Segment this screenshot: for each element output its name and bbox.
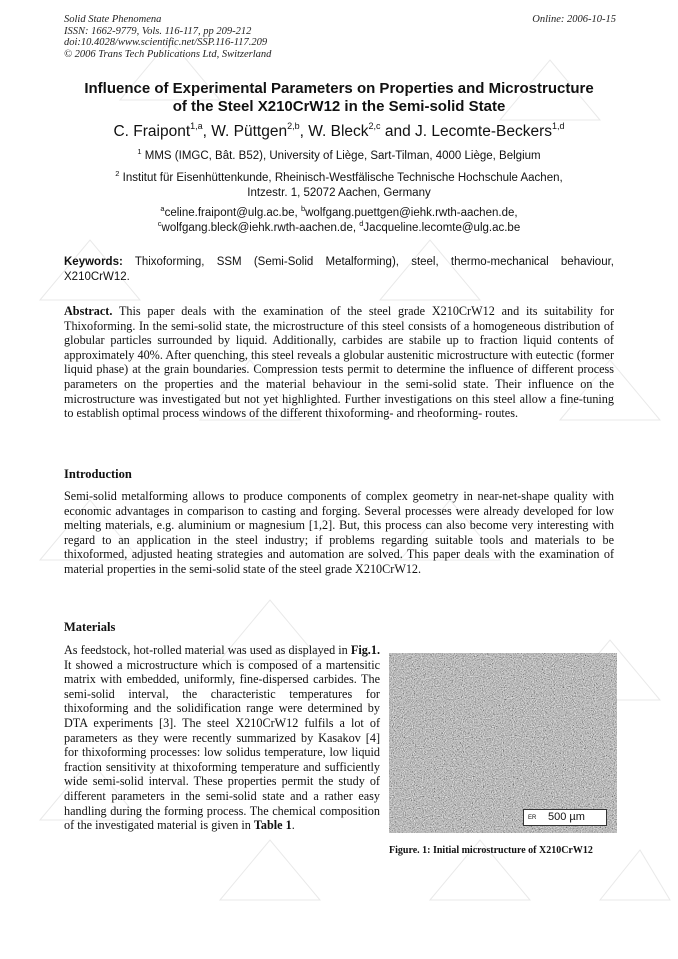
materials-text — [64, 643, 380, 833]
author-name: W. Bleck — [308, 123, 369, 140]
email-link[interactable]: wolfgang.puettgen@iehk.rwth-aachen.de, — [305, 207, 518, 219]
online-date: Online: 2006-10-15 — [532, 14, 616, 25]
microstructure-image — [389, 653, 617, 833]
email-sup: c — [157, 219, 162, 228]
author-name: C. Fraipont — [113, 123, 191, 140]
author-name: J. Lecomte-Beckers — [415, 123, 553, 140]
scale-bar-mark: ER — [528, 815, 537, 821]
affiliation-address: Intzestr. 1, 52072 Aachen, Germany — [247, 187, 431, 199]
affiliation-1 — [60, 149, 618, 164]
email-sup: a — [160, 204, 165, 213]
figure-reference[interactable]: Fig.1. — [350, 643, 380, 657]
affiliation-sup: 2 — [115, 169, 120, 178]
abstract-text: This paper deals with the examination of the steel grade X210CrW12 and its suitability for Thixoforming. In the semi-solid state, the microstructure of this steel consists of a homogeneous distribution of globular particles surrounded by liquid. Additionally, carbides are stabile up to fraction liquid contents of approximately 40%. After quenching, this steel reveals a globular austenitic microstructure with eutectic (former liquid phase) at the grain boundaries. Compression tests permit to determine the influence of different process parameters on the properties and the material behaviour in the semi-solid state. Their influence on the microstructure was investigated but not yet highlighted. Further investigations on this steel allow a fine-tuning to establish optimal process windows of the different thixoforming- and rheoforming- routes. — [64, 304, 615, 421]
abstract-section — [64, 304, 614, 421]
author-sup: 2,c — [368, 121, 381, 131]
materials-text-part: As feedstock, hot-rolled material was used as displayed in — [64, 643, 351, 657]
keywords-text: Thixoforming, SSM (Semi-Solid Metalforming), steel, thermo-mechanical behaviour, X210CrW12. — [64, 256, 614, 283]
title-line-2: of the Steel X210CrW12 in the Semi-solid State — [172, 98, 506, 115]
author-name: W. Püttgen — [211, 123, 288, 140]
introduction-text: Semi-solid metalforming allows to produce components of complex geometry in near-net-shape quality with economic advantages in comparison to casting and forging. Several processes were already developed for low melting materials, e.g. aluminium or magnesium [1,2]. But, this process can also become very interesting with regard to an application in the steel industry; if problems regarding suitable tools and materials to be thixoformed, adjusted heating strategies and automation are solved. This paper deals with the examination of material properties in the semi-solid state of the steel grade X210CrW12. — [64, 489, 614, 576]
email-link[interactable]: wolfgang.bleck@iehk.rwth-aachen.de, — [161, 222, 357, 234]
affiliation-text: Institut für Eisenhüttenkunde, Rheinisch-Westfälische Technische Hochschule Aachen, — [122, 172, 563, 184]
email-sup: d — [359, 219, 364, 228]
author-sup: 1,a — [190, 121, 203, 131]
paper-title — [50, 80, 628, 116]
email-link[interactable]: celine.fraipont@ulg.ac.be, — [164, 207, 298, 219]
affiliation-2 — [60, 171, 618, 201]
affiliation-sup: 1 — [137, 147, 142, 156]
journal-name: Solid State Phenomena — [64, 14, 162, 25]
journal-header — [64, 14, 271, 60]
materials-text-part: It showed a microstructure which is composed of a martensitic matrix with embedded, uniformly, fine-dispersed carbides. The semi-solid interval, the characteristic temperatures for thixoforming and the solidification range were determined by DTA experiments [3]. The steel X210CrW12 fulfils a lot of parameters as they were recently summarized by Kasakov [4] for thixoforming processes: low solidus temperature, low liquid fraction sensitivity at thixoforming temperature and sufficiently wide semi-solid interval. These properties permit the study of different parameters in the semi-solid state and a rather easy handling during the forming process. The chemical composition of the investigated material is given in — [64, 657, 380, 833]
author-list: C. Fraipont$^{1,a}$, W. Püttgen$^{2,b}$, W. Bleck$^{2,c}$ and J. Lecomte-Beckers$^{1,d}$ — [113, 121, 565, 140]
materials-heading: Materials — [64, 620, 116, 634]
doi-line: doi:10.4028/www.scientific.net/SSP.116-117.209 — [64, 37, 268, 48]
author-sup: 2,b — [287, 121, 300, 131]
copyright-line: © 2006 Trans Tech Publications Ltd, Switzerland — [64, 48, 272, 60]
keywords-label: Keywords: — [64, 256, 123, 268]
email-list — [60, 206, 618, 236]
introduction-heading: Introduction — [64, 467, 132, 481]
title-line-1: Influence of Experimental Parameters on Properties and Microstructure — [84, 80, 594, 97]
materials-text-part: . — [291, 818, 295, 833]
figure-caption: Figure. 1: Initial microstructure of X210CrW12 — [389, 845, 593, 856]
scale-bar-label: 500 µm — [548, 811, 585, 823]
table-reference[interactable]: Table 1 — [253, 818, 292, 833]
affiliation-text: MMS (IMGC, Bât. B52), University of Liège, Sart-Tilman, 4000 Liège, Belgium — [144, 150, 541, 162]
author-sup: 1,d — [552, 121, 565, 131]
keywords-section — [64, 255, 614, 284]
abstract-label: Abstract. — [64, 304, 113, 318]
author-conjunction: and — [384, 123, 411, 140]
issn-line: ISSN: 1662-9779, Vols. 116-117, pp 209-212 — [64, 25, 252, 37]
email-sup: b — [300, 204, 306, 213]
email-link[interactable]: Jacqueline.lecomte@ulg.ac.be — [363, 222, 521, 234]
micrograph-texture — [389, 653, 617, 833]
scale-bar — [523, 809, 607, 826]
